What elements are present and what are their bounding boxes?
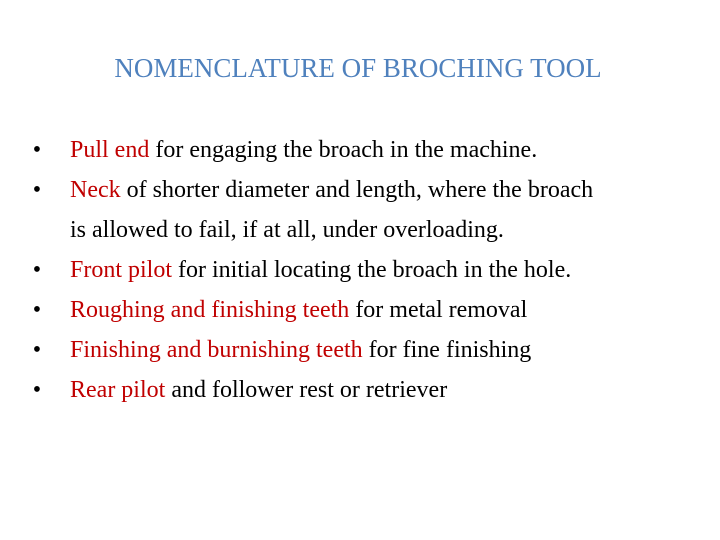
bullet-highlight: Front pilot [70,257,173,283]
slide-title: NOMENCLATURE OF BROCHING TOOL [114,53,602,83]
bullet-highlight: Finishing and burnishing teeth [70,337,363,363]
bullet-item-front-pilot [30,250,720,290]
bullet-dot-icon: • [32,337,42,363]
bullet-item-neck [30,170,720,250]
bullet-highlight: Neck [70,177,121,203]
bullet-highlight: Pull end [70,137,150,163]
bullet-item-rear-pilot [30,370,720,410]
bullet-text-continued: is allowed to fail, if at all, under overloading. [70,217,504,243]
bullet-text: for initial locating the broach in the hole. [172,257,572,283]
bullet-highlight: Rear pilot [70,377,166,403]
bullet-text: for engaging the broach in the machine. [149,137,538,163]
bullet-text: for fine finishing [362,337,532,363]
bullet-dot-icon: • [32,177,42,203]
bullet-dot-icon: • [32,377,42,403]
bullet-list [30,130,720,410]
bullet-item-roughing-teeth [30,290,720,330]
bullet-item-pull-end [30,130,720,170]
bullet-text: and follower rest or retriever [165,377,448,403]
bullet-dot-icon: • [32,297,42,323]
bullet-item-burnishing-teeth [30,330,720,370]
bullet-highlight: Roughing and finishing teeth [70,297,350,323]
bullet-text: for metal removal [349,297,528,323]
bullet-dot-icon: • [32,257,42,283]
bullet-text: of shorter diameter and length, where the broach [120,177,594,203]
bullet-dot-icon: • [32,137,42,163]
